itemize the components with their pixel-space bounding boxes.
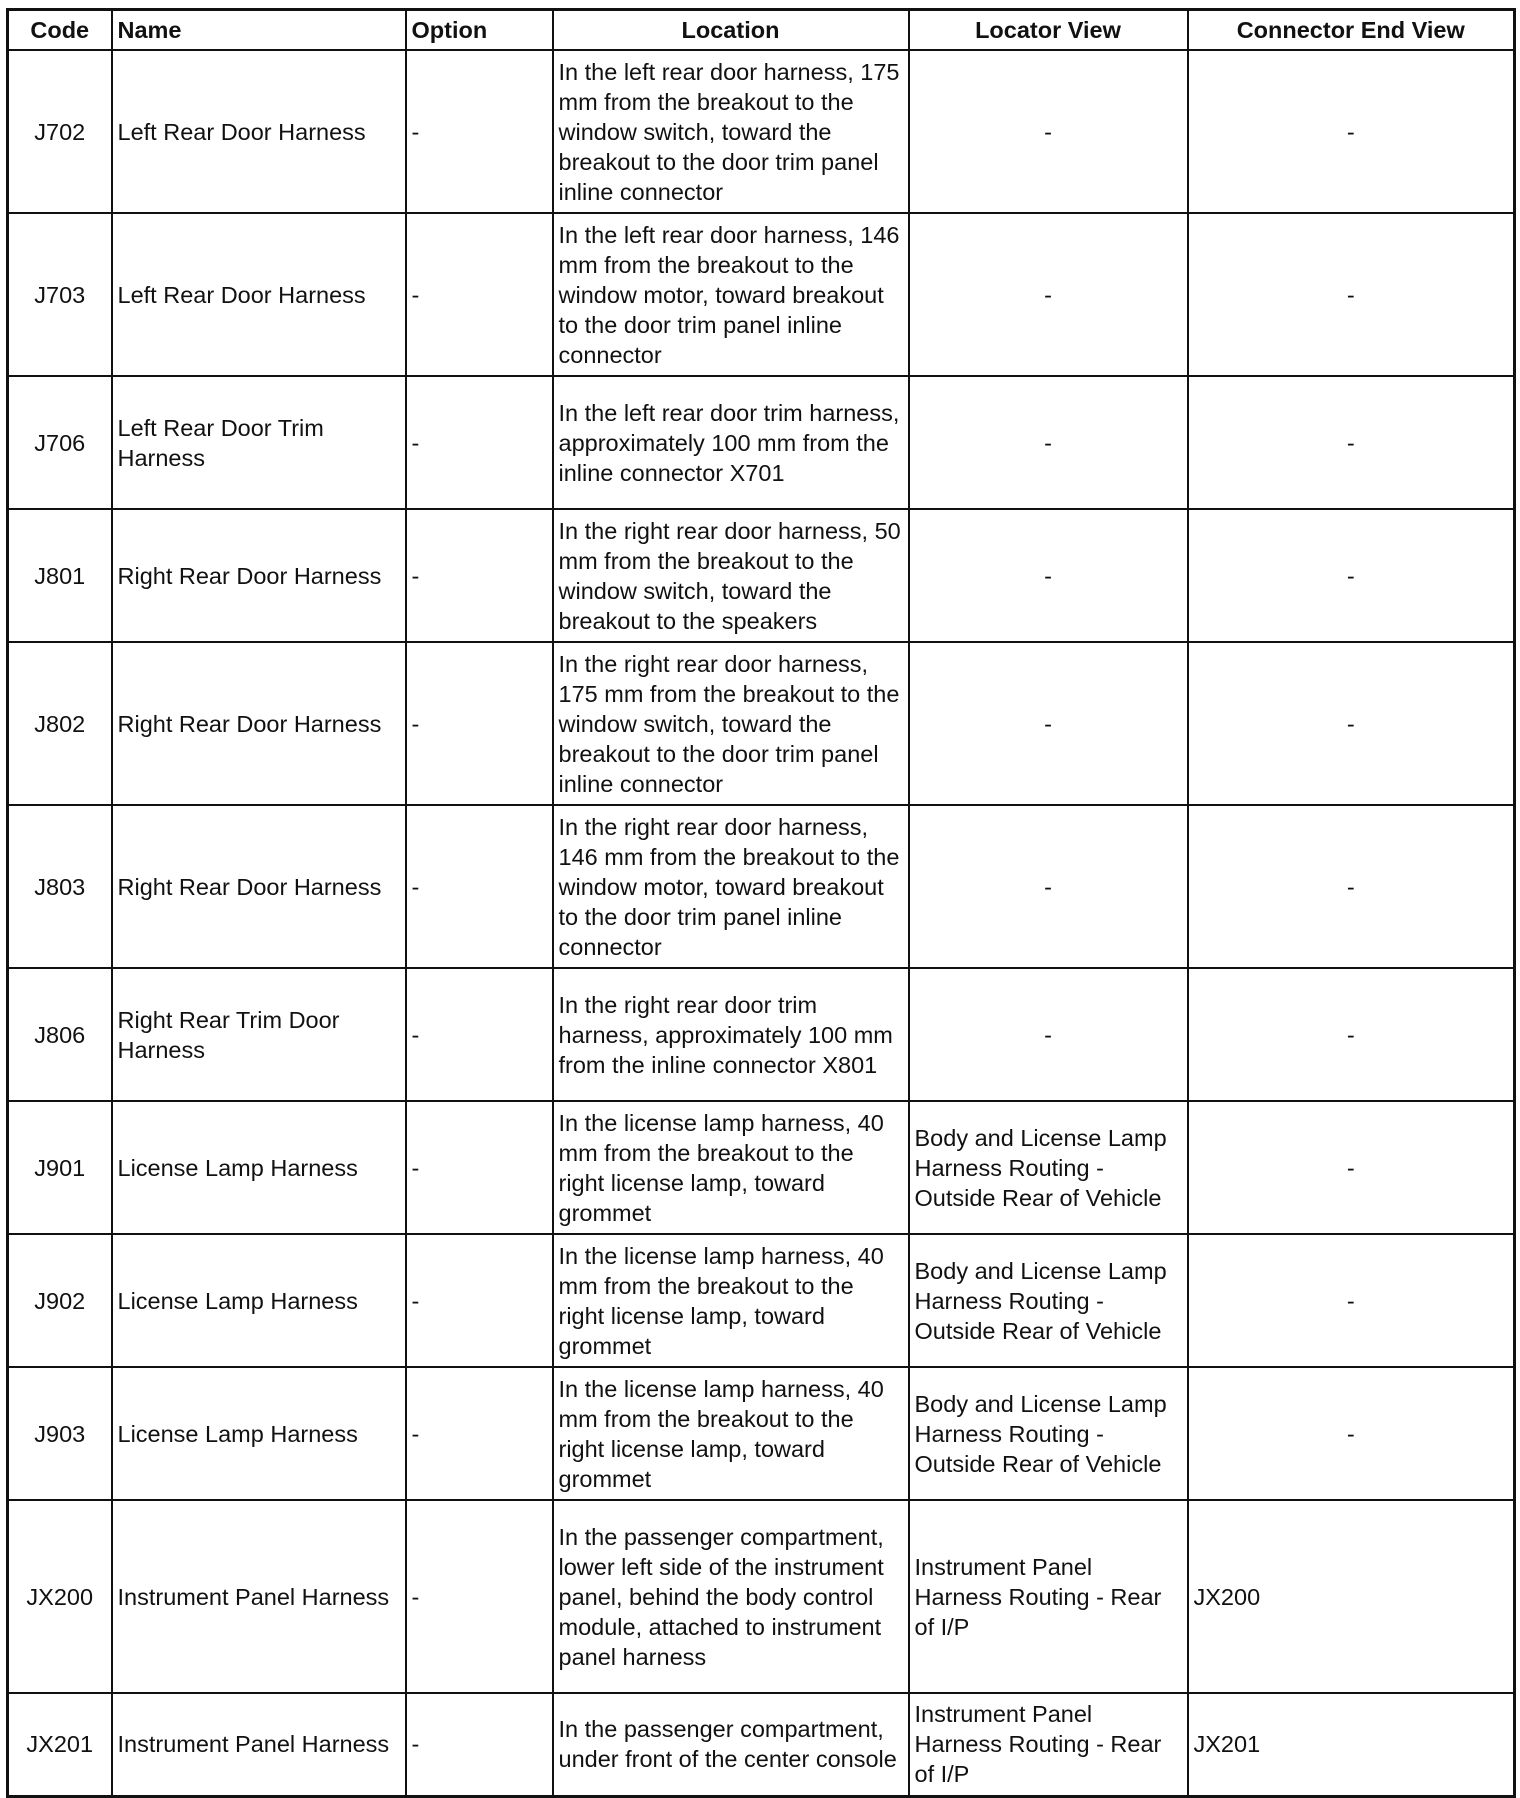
code-cell: JX200 xyxy=(8,1500,112,1693)
option-cell: - xyxy=(406,642,553,805)
name-cell: Left Rear Door Trim Harness xyxy=(112,376,406,509)
option-cell: - xyxy=(406,213,553,376)
code-cell: JX201 xyxy=(8,1693,112,1796)
table-row xyxy=(8,805,1515,968)
locator-view-cell: - xyxy=(909,642,1188,805)
location-cell: In the right rear door harness, 146 mm from the breakout to the window motor, toward breakout to the door trim panel inline connector xyxy=(553,805,909,968)
table-row xyxy=(8,509,1515,642)
locator-view-cell: - xyxy=(909,50,1188,213)
name-cell: Right Rear Trim Door Harness xyxy=(112,968,406,1101)
code-cell: J706 xyxy=(8,376,112,509)
location-cell: In the license lamp harness, 40 mm from the breakout to the right license lamp, toward grommet xyxy=(553,1234,909,1367)
table-row xyxy=(8,1693,1515,1796)
table-body xyxy=(8,50,1515,1796)
header-locator-view: Locator View xyxy=(909,10,1188,51)
connector-end-view-cell: - xyxy=(1188,1234,1515,1367)
name-cell: Left Rear Door Harness xyxy=(112,213,406,376)
table-row xyxy=(8,1500,1515,1693)
name-cell: Left Rear Door Harness xyxy=(112,50,406,213)
option-cell: - xyxy=(406,1500,553,1693)
connector-end-view-cell: - xyxy=(1188,213,1515,376)
option-cell: - xyxy=(406,968,553,1101)
header-option: Option xyxy=(406,10,553,51)
option-cell: - xyxy=(406,376,553,509)
connector-table xyxy=(6,8,1516,1798)
option-cell: - xyxy=(406,1693,553,1796)
location-cell: In the right rear door trim harness, approximately 100 mm from the inline connector X801 xyxy=(553,968,909,1101)
connector-end-view-cell: - xyxy=(1188,509,1515,642)
header-connector-end-view: Connector End View xyxy=(1188,10,1515,51)
connector-end-view-cell: - xyxy=(1188,376,1515,509)
table-row xyxy=(8,1101,1515,1234)
connector-end-view-cell: - xyxy=(1188,642,1515,805)
option-cell: - xyxy=(406,50,553,213)
location-cell: In the passenger compartment, under front of the center console xyxy=(553,1693,909,1796)
locator-view-cell: Body and License Lamp Harness Routing - Outside Rear of Vehicle xyxy=(909,1367,1188,1500)
code-cell: J802 xyxy=(8,642,112,805)
header-row xyxy=(8,10,1515,51)
table-row xyxy=(8,968,1515,1101)
option-cell: - xyxy=(406,1367,553,1500)
locator-view-cell: Body and License Lamp Harness Routing - Outside Rear of Vehicle xyxy=(909,1101,1188,1234)
connector-end-view-cell: - xyxy=(1188,50,1515,213)
locator-view-cell: - xyxy=(909,376,1188,509)
table-row xyxy=(8,1234,1515,1367)
name-cell: Right Rear Door Harness xyxy=(112,642,406,805)
table-row xyxy=(8,376,1515,509)
location-cell: In the passenger compartment, lower left side of the instrument panel, behind the body control module, attached to instrument panel harness xyxy=(553,1500,909,1693)
name-cell: Instrument Panel Harness xyxy=(112,1693,406,1796)
code-cell: J803 xyxy=(8,805,112,968)
locator-view-cell: - xyxy=(909,213,1188,376)
code-cell: J806 xyxy=(8,968,112,1101)
option-cell: - xyxy=(406,1101,553,1234)
connector-end-view-cell: - xyxy=(1188,968,1515,1101)
name-cell: License Lamp Harness xyxy=(112,1367,406,1500)
locator-view-cell: - xyxy=(909,805,1188,968)
location-cell: In the left rear door harness, 146 mm from the breakout to the window motor, toward breakout to the door trim panel inline connector xyxy=(553,213,909,376)
code-cell: J801 xyxy=(8,509,112,642)
connector-end-view-cell: - xyxy=(1188,1101,1515,1234)
option-cell: - xyxy=(406,1234,553,1367)
code-cell: J902 xyxy=(8,1234,112,1367)
table-row xyxy=(8,213,1515,376)
locator-view-cell: Instrument Panel Harness Routing - Rear of I/P xyxy=(909,1693,1188,1796)
location-cell: In the license lamp harness, 40 mm from the breakout to the right license lamp, toward grommet xyxy=(553,1101,909,1234)
location-cell: In the right rear door harness, 175 mm from the breakout to the window switch, toward the breakout to the door trim panel inline connector xyxy=(553,642,909,805)
header-name: Name xyxy=(112,10,406,51)
name-cell: Right Rear Door Harness xyxy=(112,805,406,968)
option-cell: - xyxy=(406,805,553,968)
location-cell: In the right rear door harness, 50 mm from the breakout to the window switch, toward the breakout to the speakers xyxy=(553,509,909,642)
table-row xyxy=(8,50,1515,213)
location-cell: In the license lamp harness, 40 mm from the breakout to the right license lamp, toward grommet xyxy=(553,1367,909,1500)
code-cell: J702 xyxy=(8,50,112,213)
name-cell: Right Rear Door Harness xyxy=(112,509,406,642)
locator-view-cell: Instrument Panel Harness Routing - Rear of I/P xyxy=(909,1500,1188,1693)
code-cell: J903 xyxy=(8,1367,112,1500)
location-cell: In the left rear door trim harness, approximately 100 mm from the inline connector X701 xyxy=(553,376,909,509)
connector-end-view-cell: - xyxy=(1188,1367,1515,1500)
name-cell: License Lamp Harness xyxy=(112,1234,406,1367)
table-row xyxy=(8,642,1515,805)
location-cell: In the left rear door harness, 175 mm from the breakout to the window switch, toward the breakout to the door trim panel inline connector xyxy=(553,50,909,213)
name-cell: Instrument Panel Harness xyxy=(112,1500,406,1693)
locator-view-cell: - xyxy=(909,968,1188,1101)
connector-end-view-cell: JX201 xyxy=(1188,1693,1515,1796)
name-cell: License Lamp Harness xyxy=(112,1101,406,1234)
code-cell: J901 xyxy=(8,1101,112,1234)
header-location: Location xyxy=(553,10,909,51)
option-cell: - xyxy=(406,509,553,642)
header-code: Code xyxy=(8,10,112,51)
connector-end-view-cell: JX200 xyxy=(1188,1500,1515,1693)
code-cell: J703 xyxy=(8,213,112,376)
locator-view-cell: Body and License Lamp Harness Routing - Outside Rear of Vehicle xyxy=(909,1234,1188,1367)
connector-end-view-cell: - xyxy=(1188,805,1515,968)
table-row xyxy=(8,1367,1515,1500)
locator-view-cell: - xyxy=(909,509,1188,642)
